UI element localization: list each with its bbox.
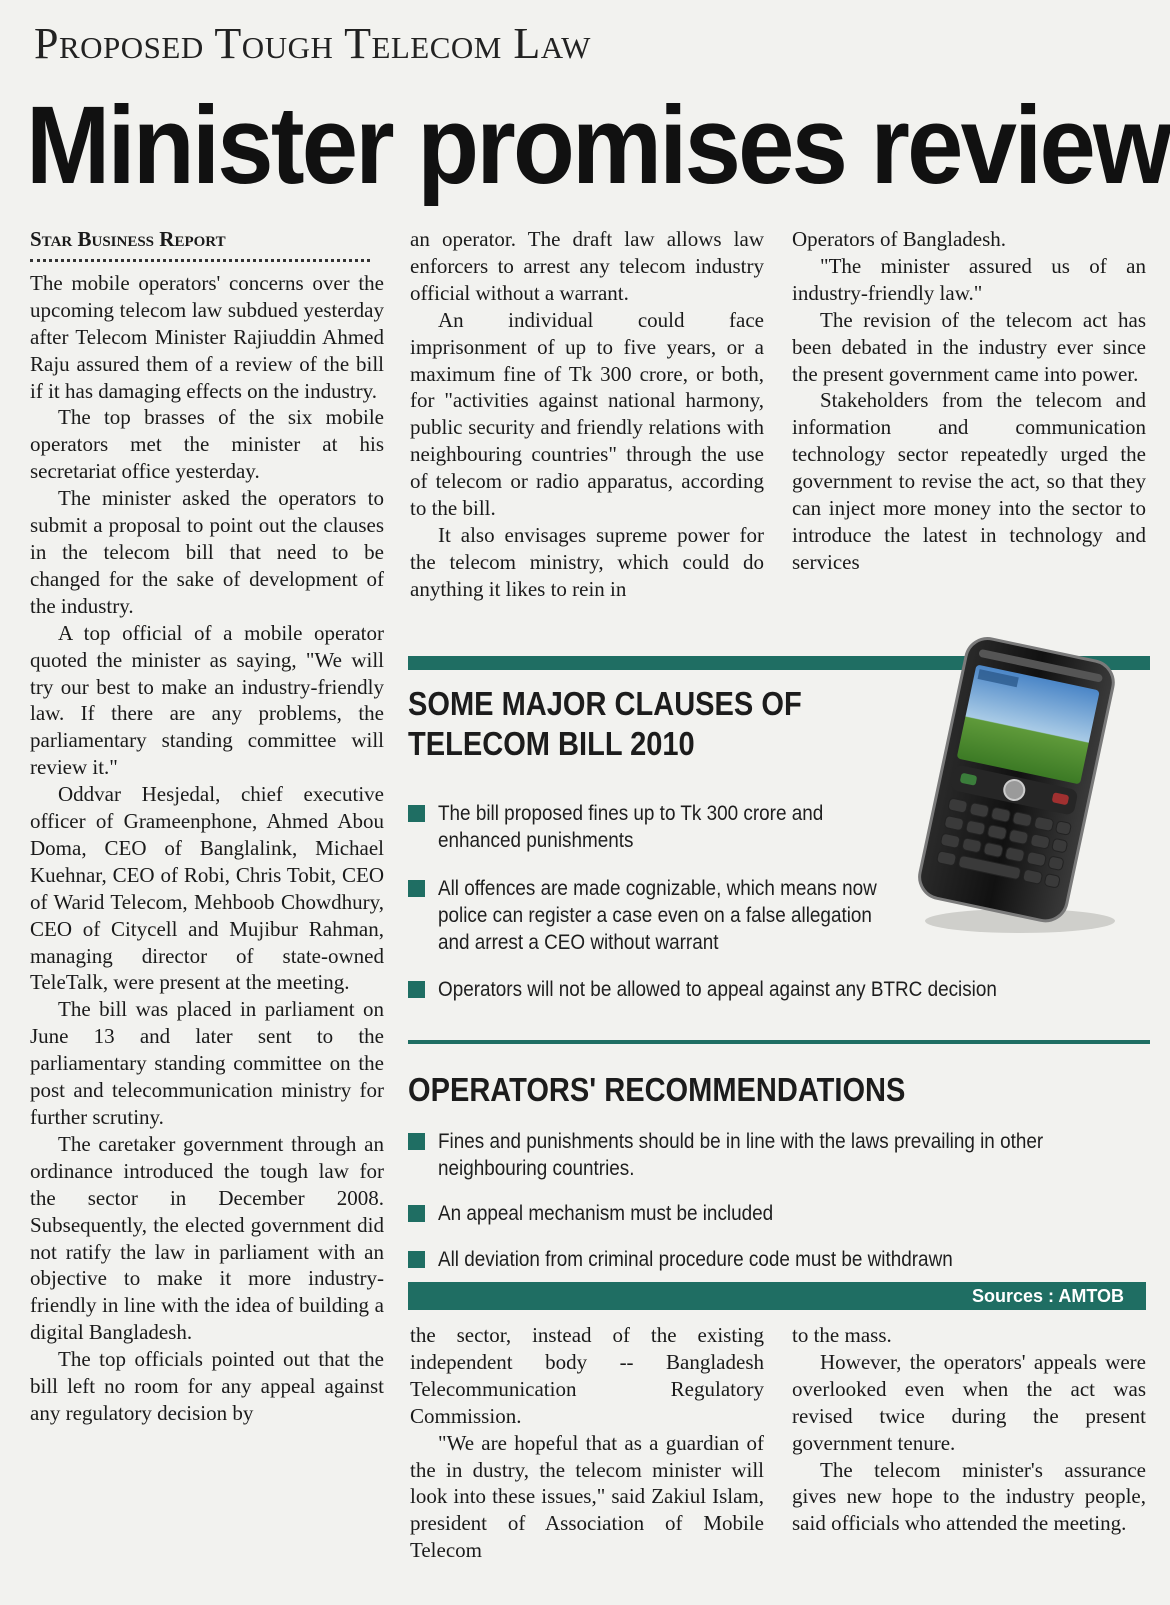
recommendation-text: All deviation from criminal procedure code must be withdrawn xyxy=(438,1248,953,1271)
paragraph: "We are hopeful that as a guardian of the in dustry, the telecom minister will look into these issues," said Zakiul Islam, president of Association of Mobile Telecom xyxy=(410,1430,764,1563)
bullet-square-icon xyxy=(408,805,425,822)
paragraph: The bill was placed in parliament on June 13 and later sent to the parliamentary standing committee on the post and telecommunication ministry for further scrutiny. xyxy=(30,997,384,1129)
headline: Minister promises review xyxy=(26,84,1170,207)
sources-bar: Sources : AMTOB xyxy=(408,1282,1146,1310)
bullet-square-icon xyxy=(408,880,425,897)
clause-text: Operators will not be allowed to appeal against any BTRC decision xyxy=(438,978,997,1001)
bullet-square-icon xyxy=(408,1251,425,1268)
bullet-square-icon xyxy=(408,981,425,998)
recommendation-item xyxy=(408,1246,1158,1273)
paragraph: the sector, instead of the existing independent body -- Bangladesh Telecommunication Regulatory Commission. xyxy=(410,1323,764,1428)
paragraph: an operator. The draft law allows law enforcers to arrest any telecom industry official without a warrant. xyxy=(410,227,764,305)
paragraph: to the mass. xyxy=(792,1323,892,1347)
paragraph: Oddvar Hesjedal, chief executive officer of Grameenphone, Ahmed Abou Doma, CEO of Banglalink, Michael Kuehnar, CEO of Robi, Chris Tobit, CEO of Warid Telecom, Mehboob Chowdhury, CEO of Citycell and Mujibur Rahman, managing director of state-owned TeleTalk, were present at the meeting. xyxy=(30,782,384,995)
recommendation-item xyxy=(408,1128,1158,1182)
clause-text: The bill proposed fines up to Tk 300 crore and enhanced punishments xyxy=(438,802,824,852)
blackberry-phone-image xyxy=(900,636,1120,936)
column-2-top xyxy=(410,226,764,603)
paragraph: However, the operators' appeals were overlooked even when the act was revised twice during the present government tenure. xyxy=(792,1349,1146,1455)
clause-item xyxy=(408,875,938,956)
paragraph: Stakeholders from the telecom and information and communication technology sector repeatedly urged the government to revise the act, so that they can inject more money into the sector to introduce the latest in technology and services xyxy=(792,388,1146,574)
recommendation-text: An appeal mechanism must be included xyxy=(438,1202,774,1225)
clauses-title xyxy=(408,684,802,764)
column-3-bottom xyxy=(792,1322,1146,1537)
paragraph: The mobile operators' concerns over the upcoming telecom law subdued yesterday after Telecom Minister Rajiuddin Ahmed Raju assured them of a review of the bill if it has damaging effects on the industry. xyxy=(30,270,384,403)
paragraph: It also envisages supreme power for the telecom ministry, which could do anything it likes to rein in xyxy=(410,522,764,601)
paragraph: An individual could face imprisonment of up to five years, or a maximum fine of Tk 300 crore, or both, for "activities against national harmony, public security and friendly relations with neighbouring countries" through the use of telecom or radio apparatus, according to the bill. xyxy=(410,307,764,521)
paragraph: The revision of the telecom act has been debated in the industry ever since the present government came into power. xyxy=(792,307,1146,386)
column-2-bottom xyxy=(410,1322,764,1564)
paragraph: The telecom minister's assurance gives new hope to the industry people, said officials who attended the meeting. xyxy=(792,1457,1146,1536)
paragraph: Operators of Bangladesh. xyxy=(792,227,1007,251)
bullet-square-icon xyxy=(408,1133,425,1150)
recommendations-title: OPERATORS' RECOMMENDATIONS xyxy=(408,1071,906,1108)
clause-text: All offences are made cognizable, which means now police can register a case even on a false allegation and arrest a CEO without warrant xyxy=(438,877,877,954)
paragraph: The top brasses of the six mobile operators met the minister at his secretariat office yesterday. xyxy=(30,405,384,484)
byline: Star Business Report xyxy=(30,227,226,251)
clause-item xyxy=(408,800,878,854)
clauses-title-line-2: TELECOM BILL 2010 xyxy=(408,725,695,762)
paragraph: The top officials pointed out that the bill left no room for any appeal against any regulatory decision by xyxy=(30,1347,384,1425)
bullet-square-icon xyxy=(408,1205,425,1222)
paragraph: The minister asked the operators to submit a proposal to point out the clauses in the telecom bill that need to be changed for the sake of development of the industry. xyxy=(30,486,384,618)
paragraph: "The minister assured us of an industry-friendly law." xyxy=(792,253,1146,305)
paragraph: The caretaker government through an ordinance introduced the tough law for the sector in December 2008. Subsequently, the elected government did not ratify the law in parliament with an objective to make it more industry- friendly in line with the idea of building a digital Bangladesh. xyxy=(30,1131,384,1345)
clauses-title-line-1: SOME MAJOR CLAUSES OF xyxy=(408,685,802,722)
recommendation-text: Fines and punishments should be in line with the laws prevailing in other neighbouring countries. xyxy=(438,1130,1044,1180)
clause-item xyxy=(408,976,1138,1003)
recommendations-top-rule xyxy=(408,1040,1150,1044)
paragraph: A top official of a mobile operator quoted the minister as saying, "We will try our best to make an industry-friendly law. If there are any problems, the parliamentary standing committee will review it." xyxy=(30,620,384,780)
column-3-top xyxy=(792,226,1146,576)
recommendation-item xyxy=(408,1200,1158,1227)
kicker: Proposed Tough Telecom Law xyxy=(34,19,591,68)
byline-divider xyxy=(30,259,370,262)
column-1 xyxy=(30,226,384,1427)
